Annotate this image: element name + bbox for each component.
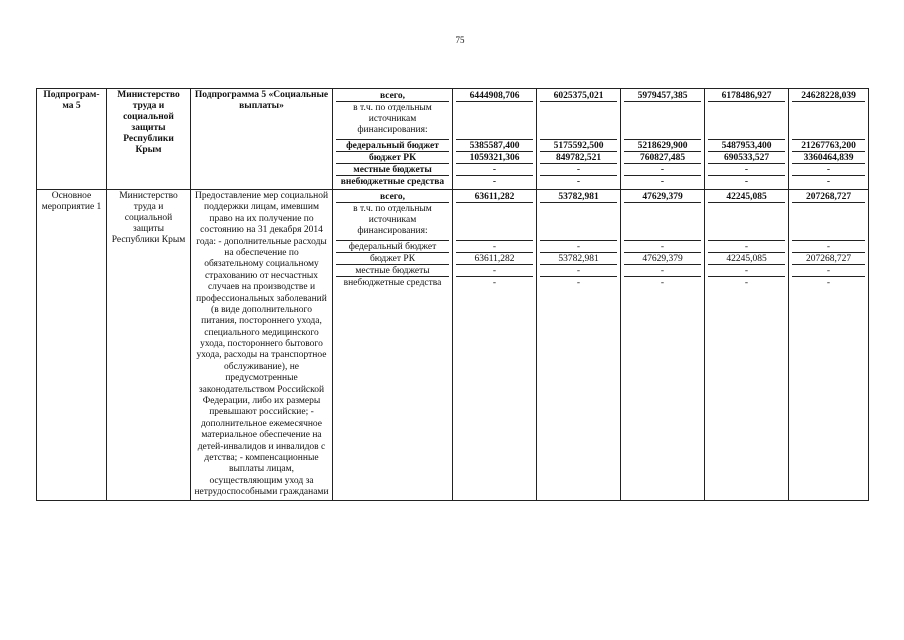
amount-value: - (744, 177, 749, 187)
amount-value: - (576, 278, 581, 288)
funding-source-label: федеральный бюджет (336, 140, 449, 152)
funding-source-label: местные бюджеты (336, 265, 449, 277)
budget-table (36, 88, 869, 501)
amount-value: - (540, 241, 617, 253)
amount-value (540, 102, 617, 140)
amount-value: 63611,282 (456, 253, 533, 265)
program-code-cell-text: Основное мероприятие 1 (41, 191, 102, 212)
responsible-org-cell-text: Министерство труда и социальной защиты Республики Крым (117, 90, 180, 155)
amount-value (792, 203, 865, 241)
amount-value: 42245,085 (708, 253, 785, 265)
funding-source-label: федеральный бюджет (336, 241, 449, 253)
year-values-cell (453, 190, 537, 501)
program-name-cell (191, 89, 333, 190)
amount-value: - (744, 278, 749, 288)
amount-value: - (708, 241, 785, 253)
year-values-cell (789, 89, 869, 190)
year-values-cell (705, 190, 789, 501)
amount-value: - (624, 164, 701, 176)
amount-value: - (826, 278, 831, 288)
funding-source-label: в т.ч. по отдельным источникам финансирования: (336, 102, 449, 140)
amount-value: - (576, 177, 581, 187)
funding-source-label: в т.ч. по отдельным источникам финансирования: (336, 203, 449, 241)
year-values-cell (789, 190, 869, 501)
amount-value: - (792, 164, 865, 176)
funding-source-label: всего, (336, 191, 449, 203)
amount-value (540, 203, 617, 241)
amount-value: 760827,485 (624, 152, 701, 164)
amount-value: - (456, 265, 533, 277)
amount-value: 63611,282 (456, 191, 533, 203)
amount-value: 21267763,200 (792, 140, 865, 152)
year-values-cell (453, 89, 537, 190)
amount-value (792, 102, 865, 140)
amount-value: - (708, 265, 785, 277)
amount-value: - (826, 177, 831, 187)
amount-value: 53782,981 (540, 191, 617, 203)
program-name-cell-text: Предоставление мер социальной поддержки лицам, имевшим право на их получение по состоянию на 31 декабря 2014 года: - дополнительные расходы на обеспечение по обязательному социальному страхованию от несчастных случаев на производстве и профессиональных заболеваний (в виде дополнительного питания, постороннего ухода, специального медицинского ухода, постороннего бытового ухода, расходы на транспортное обслуживание), не предусмотренные законодательством Российской Федерации, либо их размеры превышают российские; - дополнительное ежемесячное материальное обеспечение на детей-инвалидов и инвалидов с детства; - компенсационные выплаты лицам, осуществляющим уход за нетрудоспособными гражданами (194, 191, 329, 498)
amount-value: 47629,379 (624, 253, 701, 265)
funding-source-label: всего, (336, 90, 449, 102)
program-code-cell (37, 190, 107, 501)
year-values-cell (621, 190, 705, 501)
amount-value: - (540, 265, 617, 277)
funding-source-label: внебюджетные средства (340, 177, 445, 187)
amount-value: 849782,521 (540, 152, 617, 164)
amount-value (456, 102, 533, 140)
amount-value: 5487953,400 (708, 140, 785, 152)
funding-source-label: местные бюджеты (336, 164, 449, 176)
amount-value: - (708, 164, 785, 176)
amount-value: 47629,379 (624, 191, 701, 203)
amount-value: 53782,981 (540, 253, 617, 265)
amount-value (624, 102, 701, 140)
amount-value: - (492, 177, 497, 187)
page-number: 75 (455, 35, 465, 45)
year-values-cell (705, 89, 789, 190)
amount-value: - (660, 278, 665, 288)
amount-value: 5218629,900 (624, 140, 701, 152)
amount-value: - (492, 278, 497, 288)
amount-value: 5979457,385 (624, 90, 701, 102)
table-row (37, 89, 869, 190)
amount-value: 6444908,706 (456, 90, 533, 102)
amount-value: - (660, 177, 665, 187)
funding-source-label: бюджет РК (336, 253, 449, 265)
program-name-cell (191, 190, 333, 501)
program-code-cell (37, 89, 107, 190)
program-code-cell-text: Подпрограм-ма 5 (43, 90, 100, 111)
amount-value: - (792, 241, 865, 253)
amount-value: - (624, 241, 701, 253)
table-row (37, 190, 869, 501)
amount-value: - (540, 164, 617, 176)
amount-value: - (456, 241, 533, 253)
funding-sources-cell (333, 190, 453, 501)
amount-value: 207268,727 (792, 191, 865, 203)
amount-value (708, 203, 785, 241)
amount-value: 5175592,500 (540, 140, 617, 152)
program-name-cell-text: Подпрограмма 5 «Социальные выплаты» (194, 90, 329, 111)
amount-value: 1059321,306 (456, 152, 533, 164)
funding-source-label: внебюджетные средства (343, 278, 442, 288)
amount-value (456, 203, 533, 241)
year-values-cell (537, 89, 621, 190)
amount-value: 5385587,400 (456, 140, 533, 152)
amount-value: 42245,085 (708, 191, 785, 203)
amount-value: 690533,527 (708, 152, 785, 164)
amount-value: 207268,727 (792, 253, 865, 265)
responsible-org-cell (107, 89, 191, 190)
responsible-org-cell (107, 190, 191, 501)
funding-source-label: бюджет РК (336, 152, 449, 164)
amount-value: 6178486,927 (708, 90, 785, 102)
amount-value: - (792, 265, 865, 277)
amount-value: - (456, 164, 533, 176)
funding-sources-cell (333, 89, 453, 190)
amount-value: 6025375,021 (540, 90, 617, 102)
year-values-cell (621, 89, 705, 190)
year-values-cell (537, 190, 621, 501)
responsible-org-cell-text: Министерство труда и социальной защиты Республики Крым (111, 191, 186, 245)
amount-value: 24628228,039 (792, 90, 865, 102)
amount-value (708, 102, 785, 140)
amount-value (624, 203, 701, 241)
amount-value: - (624, 265, 701, 277)
amount-value: 3360464,839 (792, 152, 865, 164)
